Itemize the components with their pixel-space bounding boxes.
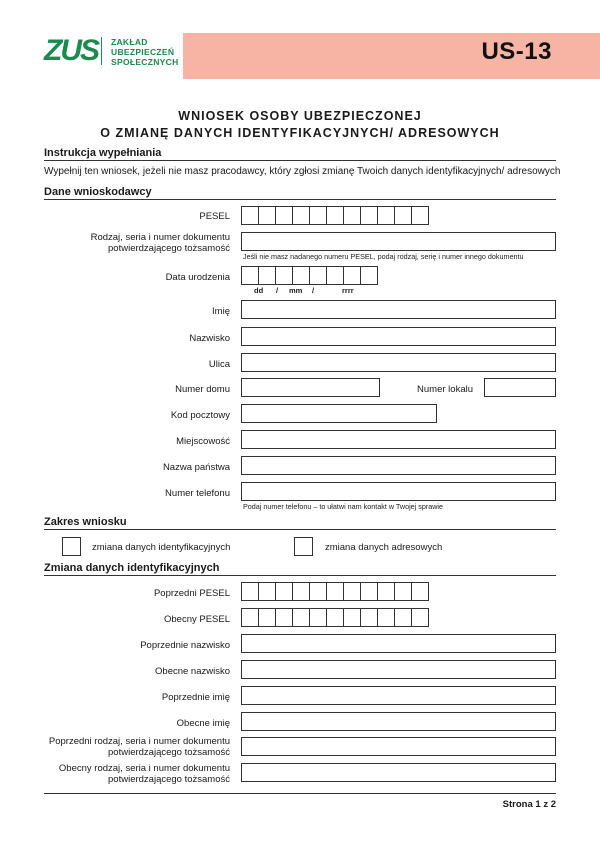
id-document-field[interactable] xyxy=(241,232,556,251)
previous-id-document-field[interactable] xyxy=(241,737,556,756)
divider xyxy=(44,529,556,530)
zus-logo xyxy=(44,35,184,69)
pesel-cell[interactable] xyxy=(258,608,276,627)
house-number-label: Numer domu xyxy=(175,384,230,395)
last-name-field[interactable] xyxy=(241,327,556,346)
current-id-document-field[interactable] xyxy=(241,763,556,782)
pesel-cell[interactable] xyxy=(292,582,310,601)
form-title-line1: WNIOSEK OSOBY UBEZPIECZONEJ xyxy=(178,109,422,123)
pesel-cell[interactable] xyxy=(241,206,259,225)
previous-last-name-field[interactable] xyxy=(241,634,556,653)
date-cell[interactable] xyxy=(275,266,293,285)
current-pesel-input[interactable] xyxy=(241,608,428,627)
divider xyxy=(44,160,556,161)
pesel-cell[interactable] xyxy=(343,206,361,225)
pesel-cell[interactable] xyxy=(411,608,429,627)
previous-pesel-label: Poprzedni PESEL xyxy=(153,588,230,599)
date-cell[interactable] xyxy=(241,266,259,285)
footer-divider xyxy=(44,793,556,794)
pesel-cell[interactable] xyxy=(360,608,378,627)
pesel-cell[interactable] xyxy=(258,582,276,601)
pesel-cell[interactable] xyxy=(292,206,310,225)
form-code: US-13 xyxy=(481,38,552,65)
country-field[interactable] xyxy=(241,456,556,475)
divider xyxy=(44,575,556,576)
pesel-cell[interactable] xyxy=(343,582,361,601)
pesel-input[interactable] xyxy=(241,206,428,225)
postcode-label: Kod pocztowy xyxy=(170,410,230,421)
date-cell[interactable] xyxy=(258,266,276,285)
pesel-cell[interactable] xyxy=(258,206,276,225)
pesel-cell[interactable] xyxy=(343,608,361,627)
house-number-field[interactable] xyxy=(241,378,380,397)
current-first-name-field[interactable] xyxy=(241,712,556,731)
address-change-checkbox[interactable] xyxy=(294,537,313,556)
date-format-sep: / xyxy=(276,286,279,295)
pesel-cell[interactable] xyxy=(411,206,429,225)
pesel-cell[interactable] xyxy=(309,206,327,225)
previous-first-name-label: Poprzednie imię xyxy=(161,692,230,703)
pesel-cell[interactable] xyxy=(394,206,412,225)
date-format-rrrr: rrrr xyxy=(342,286,354,295)
pesel-cell[interactable] xyxy=(360,206,378,225)
date-format-mm: mm xyxy=(289,286,303,295)
city-label: Miejscowość xyxy=(176,436,230,447)
pesel-cell[interactable] xyxy=(275,608,293,627)
pesel-cell[interactable] xyxy=(394,582,412,601)
current-last-name-label: Obecne nazwisko xyxy=(155,666,230,677)
date-cell[interactable] xyxy=(343,266,361,285)
pesel-cell[interactable] xyxy=(377,206,395,225)
date-cell[interactable] xyxy=(292,266,310,285)
street-label: Ulica xyxy=(208,359,230,370)
phone-field[interactable] xyxy=(241,482,556,501)
pesel-cell[interactable] xyxy=(241,608,259,627)
pesel-cell[interactable] xyxy=(275,206,293,225)
previous-id-document-label: Poprzedni rodzaj, seria i numer dokumentu potwierdzającego tożsamość xyxy=(48,736,230,758)
date-format-sep: / xyxy=(312,286,315,295)
current-id-document-label: Obecny rodzaj, seria i numer dokumentu potwierdzającego tożsamość xyxy=(58,763,230,785)
logo-text: ZAKŁAD UBEZPIECZEŃ SPOŁECZNYCH xyxy=(111,37,179,67)
apartment-number-label: Numer lokalu xyxy=(417,384,473,395)
pesel-cell[interactable] xyxy=(326,608,344,627)
date-cell[interactable] xyxy=(326,266,344,285)
country-label: Nazwa państwa xyxy=(162,462,230,473)
previous-last-name-label: Poprzednie nazwisko xyxy=(140,640,230,651)
pesel-cell[interactable] xyxy=(377,582,395,601)
pesel-cell[interactable] xyxy=(309,608,327,627)
page-number: Strona 1 z 2 xyxy=(502,799,556,810)
scope-heading: Zakres wniosku xyxy=(44,516,127,528)
previous-pesel-input[interactable] xyxy=(241,582,428,601)
id-document-note: Jeśli nie masz nadanego numeru PESEL, podaj rodzaj, serię i numer innego dokumentu xyxy=(243,252,524,261)
current-first-name-label: Obecne imię xyxy=(176,718,230,729)
logo-mark: ZUS xyxy=(44,34,98,67)
pesel-cell[interactable] xyxy=(377,608,395,627)
phone-note: Podaj numer telefonu – to ułatwi nam kontakt w Twojej sprawie xyxy=(243,502,444,511)
date-cell[interactable] xyxy=(309,266,327,285)
city-field[interactable] xyxy=(241,430,556,449)
street-field[interactable] xyxy=(241,353,556,372)
applicant-heading: Dane wnioskodawcy xyxy=(44,186,152,198)
previous-first-name-field[interactable] xyxy=(241,686,556,705)
pesel-cell[interactable] xyxy=(411,582,429,601)
current-pesel-label: Obecny PESEL xyxy=(163,614,230,625)
identity-change-heading: Zmiana danych identyfikacyjnych xyxy=(44,562,220,574)
identity-change-label: zmiana danych identyfikacyjnych xyxy=(92,542,231,553)
identity-change-checkbox[interactable] xyxy=(62,537,81,556)
logo-divider xyxy=(101,37,102,65)
instructions-heading: Instrukcja wypełniania xyxy=(44,147,162,159)
date-cell[interactable] xyxy=(360,266,378,285)
instructions-text: Wypełnij ten wniosek, jeżeli nie masz pracodawcy, który zgłosi zmianę Twoich danych identyfikacyjnych/ adresowych xyxy=(44,166,561,177)
pesel-cell[interactable] xyxy=(292,608,310,627)
pesel-cell[interactable] xyxy=(360,582,378,601)
postcode-field[interactable] xyxy=(241,404,437,423)
divider xyxy=(44,199,556,200)
birth-date-input[interactable] xyxy=(241,266,377,285)
last-name-label: Nazwisko xyxy=(189,333,230,344)
first-name-field[interactable] xyxy=(241,300,556,319)
pesel-label: PESEL xyxy=(199,211,230,222)
form-title-line2: O ZMIANĘ DANYCH IDENTYFIKACYJNYCH/ ADRESOWYCH xyxy=(100,126,500,140)
apartment-number-field[interactable] xyxy=(484,378,556,397)
date-format-dd: dd xyxy=(254,286,264,295)
id-document-label: Rodzaj, seria i numer dokumentu potwierdzającego tożsamość xyxy=(90,232,230,254)
pesel-cell[interactable] xyxy=(394,608,412,627)
pesel-cell[interactable] xyxy=(326,582,344,601)
birth-date-label: Data urodzenia xyxy=(165,272,230,283)
current-last-name-field[interactable] xyxy=(241,660,556,679)
pesel-cell[interactable] xyxy=(309,582,327,601)
pesel-cell[interactable] xyxy=(275,582,293,601)
pesel-cell[interactable] xyxy=(241,582,259,601)
address-change-label: zmiana danych adresowych xyxy=(325,542,443,553)
pesel-cell[interactable] xyxy=(326,206,344,225)
first-name-label: Imię xyxy=(212,306,230,317)
phone-label: Numer telefonu xyxy=(165,488,230,499)
